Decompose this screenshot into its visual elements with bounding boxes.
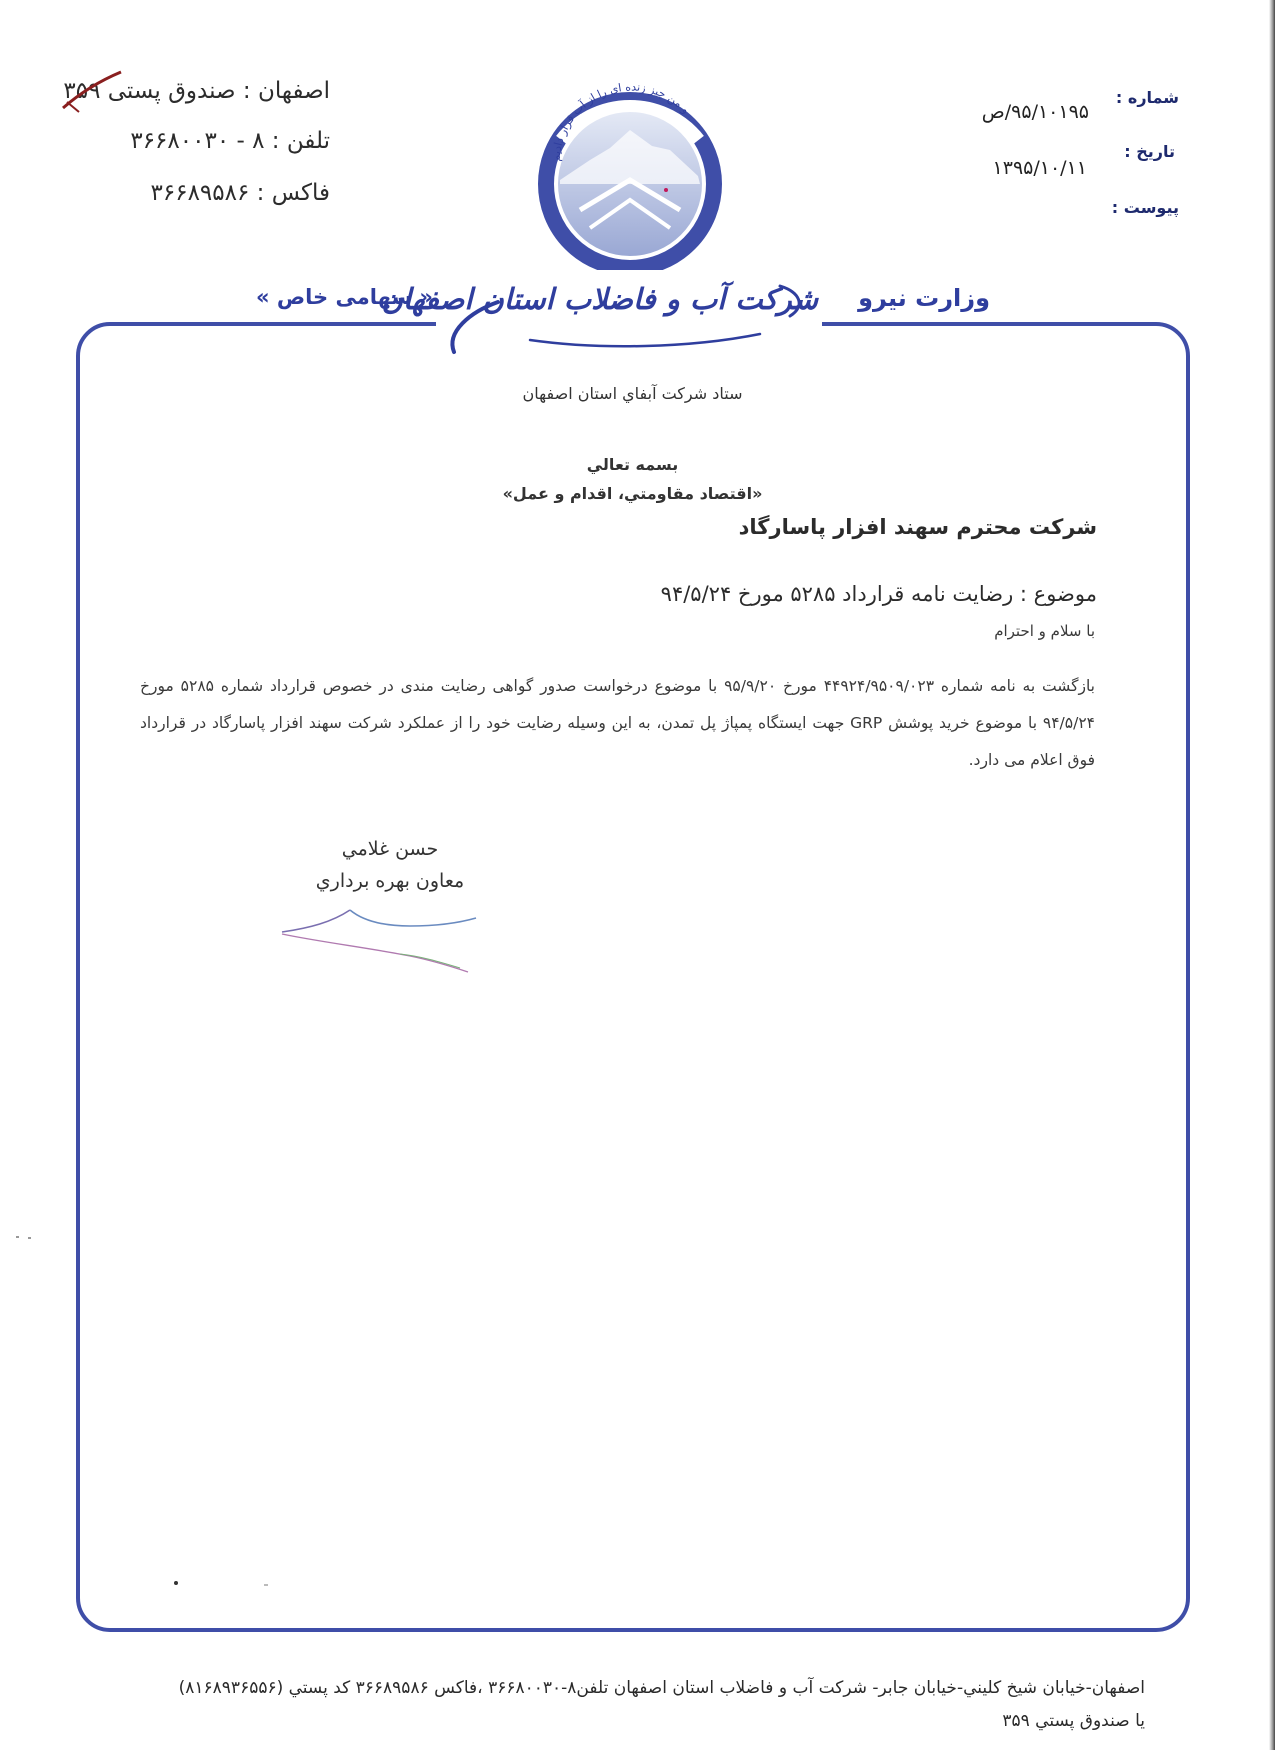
greeting: با سلام و احترام — [994, 622, 1095, 640]
signer-name: حسن غلامي — [341, 838, 439, 860]
scan-speck — [264, 1584, 268, 1586]
company-type: « سهامی خاص » — [256, 285, 433, 309]
logo-motto: و من چیز زنده ای را از آب قرار دادیم — [549, 80, 693, 162]
attachment-label: پیوست : — [1111, 198, 1179, 217]
subject: موضوع : رضایت نامه قرارداد ۵۲۸۵ مورخ ۹۴/۵/۲۴ — [660, 582, 1097, 606]
recipient: شركت محترم سهند افزار پاسارگاد — [738, 515, 1097, 539]
signature-icon — [280, 902, 480, 974]
scan-edge — [1269, 0, 1275, 1750]
footer-address-line2: يا صندوق پستي ۳۵۹ — [1002, 1711, 1145, 1731]
fax-value: : ۳۶۶۸۹۵۸۶ — [150, 180, 265, 206]
scan-speck — [174, 1581, 178, 1585]
strike-mark — [57, 68, 127, 114]
phone-label: تلفن — [286, 128, 330, 154]
phone-value: : ۸ - ۳۶۶۸۰۰۳۰ — [130, 128, 280, 154]
ministry-title: وزارت نیرو — [858, 284, 990, 312]
date-value: ۱۳۹۵/۱۰/۱۱ — [992, 157, 1087, 179]
sender-office: ستاد شركت آبفاي استان اصفهان — [522, 384, 743, 403]
basmala: بسمه تعالي — [586, 455, 679, 474]
po-box-number: ۳۵۹ — [63, 78, 100, 104]
company-name-calligraphy: شرکت آب و فاضلاب استان اصفهان — [381, 282, 818, 316]
slogan: «اقتصاد مقاومتي، اقدام و عمل» — [502, 484, 763, 503]
address-prefix: اصفهان : صندوق پستی — [107, 78, 330, 104]
number-value: ۹۵/۱۰۱۹۵/ص — [981, 101, 1089, 123]
calligraphy-flourish — [381, 272, 820, 362]
fax-label: فاکس — [271, 180, 330, 206]
number-label: شماره : — [1115, 88, 1179, 107]
phone-line — [130, 128, 330, 154]
scan-speck — [16, 1236, 19, 1238]
signer-title: معاون بهره برداري — [315, 870, 465, 892]
company-logo — [520, 50, 740, 270]
date-label: تاریخ : — [1124, 142, 1175, 161]
address-line — [63, 78, 330, 104]
fax-line — [151, 180, 330, 206]
scan-speck — [28, 1237, 31, 1239]
letter-body: بازگشت به نامه شماره ۴۴۹۲۴/۹۵۰۹/۰۲۳ مورخ ۹۵/۹/۲۰ با موضوع درخواست صدور گواهی رضایت مندی در خصوص قرارداد شماره ۵۲۸۵ مورخ ۹۴/۵/۲۴ با موضوع خرید پوشش GRP جهت ایستگاه پمپاژ پل تمدن، به این وسیله رضایت خود را از عملکرد شرکت سهند افزار پاسارگاد در قرارداد فوق اعلام می دارد. — [140, 677, 1095, 769]
footer-address-line1: اصفهان-خيابان شيخ كليني-خيابان جابر- شركت آب و فاضلاب استان اصفهان تلفن۸-۳۶۶۸۰۰۳۰ ،فاكس ۳۶۶۸۹۵۸۶ كد پستي (۸۱۶۸۹۳۶۵۵۶) — [178, 1678, 1145, 1698]
